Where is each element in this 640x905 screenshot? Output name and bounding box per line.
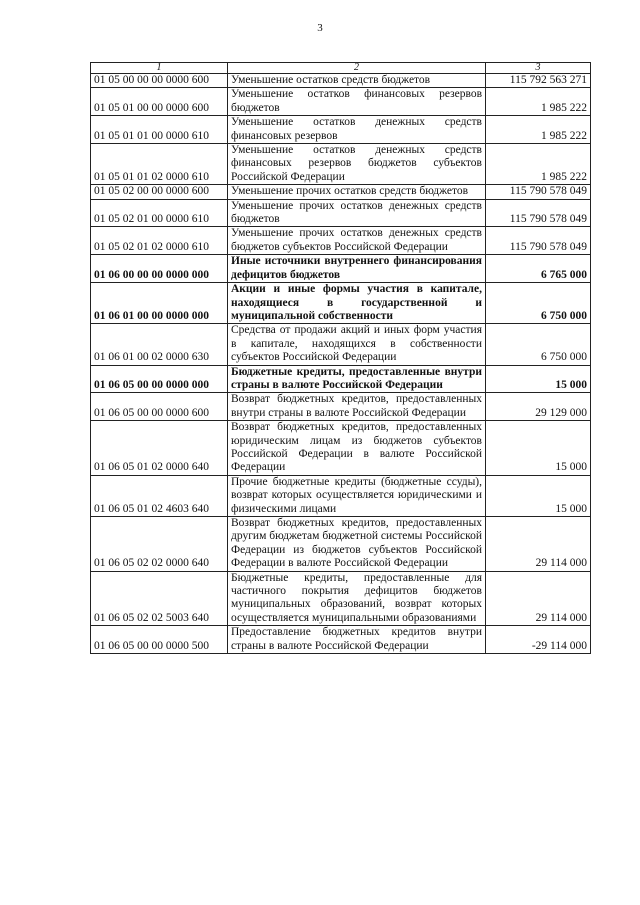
table-row xyxy=(91,199,591,227)
classification-code-cell: 01 05 02 01 00 0000 610 xyxy=(91,199,228,227)
amount-cell: 29 114 000 xyxy=(486,517,591,572)
table-row xyxy=(91,517,591,572)
table-row xyxy=(91,227,591,255)
amount-cell: -29 114 000 xyxy=(486,626,591,654)
table-row xyxy=(91,475,591,516)
amount-cell: 29 114 000 xyxy=(486,571,591,626)
table-row xyxy=(91,626,591,654)
column-number-3: 3 xyxy=(486,63,591,74)
amount-cell: 1 985 222 xyxy=(486,144,591,185)
classification-code-cell: 01 06 05 02 02 5003 640 xyxy=(91,571,228,626)
amount-cell: 115 790 578 049 xyxy=(486,227,591,255)
table-header-row xyxy=(91,63,591,74)
table-row xyxy=(91,74,591,88)
classification-code-cell: 01 05 01 00 00 0000 600 xyxy=(91,88,228,116)
amount-cell: 1 985 222 xyxy=(486,116,591,144)
classification-code-cell: 01 06 01 00 02 0000 630 xyxy=(91,324,228,365)
page-number: 3 xyxy=(317,22,323,34)
amount-cell: 1 985 222 xyxy=(486,88,591,116)
amount-cell: 6 765 000 xyxy=(486,255,591,283)
column-number-2: 2 xyxy=(228,63,486,74)
amount-cell: 115 792 563 271 xyxy=(486,74,591,88)
classification-code-cell: 01 06 00 00 00 0000 000 xyxy=(91,255,228,283)
item-name-cell: Бюджетные кредиты, предоставленные для частичного покрытия дефицитов бюджетов муниципальных образований, возврат которых осуществляется муниципальными образованиями xyxy=(228,571,486,626)
amount-cell: 15 000 xyxy=(486,365,591,393)
item-name-cell: Уменьшение остатков денежных средств финансовых резервов бюджетов субъектов Российской Федерации xyxy=(228,144,486,185)
amount-cell: 29 129 000 xyxy=(486,393,591,421)
table-row xyxy=(91,255,591,283)
table-row xyxy=(91,88,591,116)
table-row xyxy=(91,144,591,185)
table-row xyxy=(91,365,591,393)
classification-code-cell: 01 05 01 01 02 0000 610 xyxy=(91,144,228,185)
item-name-cell: Уменьшение остатков средств бюджетов xyxy=(228,74,486,88)
classification-code-cell: 01 05 01 01 00 0000 610 xyxy=(91,116,228,144)
amount-cell: 6 750 000 xyxy=(486,283,591,324)
item-name-cell: Возврат бюджетных кредитов, предоставленных внутри страны в валюте Российской Федерации xyxy=(228,393,486,421)
amount-cell: 15 000 xyxy=(486,421,591,476)
table-row xyxy=(91,283,591,324)
classification-code-cell: 01 06 05 01 02 4603 640 xyxy=(91,475,228,516)
amount-cell: 115 790 578 049 xyxy=(486,185,591,199)
amount-cell: 15 000 xyxy=(486,475,591,516)
item-name-cell: Возврат бюджетных кредитов, предоставленных юридическим лицам из бюджетов субъектов Российской Федерации в валюте Российской Федерации xyxy=(228,421,486,476)
classification-code-cell: 01 06 05 00 00 0000 000 xyxy=(91,365,228,393)
classification-code-cell: 01 06 05 01 02 0000 640 xyxy=(91,421,228,476)
classification-code-cell: 01 06 05 00 00 0000 500 xyxy=(91,626,228,654)
column-number-1: 1 xyxy=(91,63,228,74)
item-name-cell: Бюджетные кредиты, предоставленные внутри страны в валюте Российской Федерации xyxy=(228,365,486,393)
item-name-cell: Акции и иные формы участия в капитале, находящиеся в государственной и муниципальной собственности xyxy=(228,283,486,324)
table-row xyxy=(91,324,591,365)
item-name-cell: Уменьшение прочих остатков денежных средств бюджетов субъектов Российской Федерации xyxy=(228,227,486,255)
item-name-cell: Уменьшение прочих остатков денежных средств бюджетов xyxy=(228,199,486,227)
item-name-cell: Уменьшение прочих остатков средств бюджетов xyxy=(228,185,486,199)
classification-code-cell: 01 05 00 00 00 0000 600 xyxy=(91,74,228,88)
item-name-cell: Предоставление бюджетных кредитов внутри страны в валюте Российской Федерации xyxy=(228,626,486,654)
table-row xyxy=(91,116,591,144)
item-name-cell: Иные источники внутреннего финансирования дефицитов бюджетов xyxy=(228,255,486,283)
classification-code-cell: 01 06 05 00 00 0000 600 xyxy=(91,393,228,421)
table-row xyxy=(91,421,591,476)
item-name-cell: Средства от продажи акций и иных форм участия в капитале, находящихся в собственности субъектов Российской Федерации xyxy=(228,324,486,365)
classification-code-cell: 01 05 02 00 00 0000 600 xyxy=(91,185,228,199)
classification-code-cell: 01 06 01 00 00 0000 000 xyxy=(91,283,228,324)
item-name-cell: Прочие бюджетные кредиты (бюджетные ссуды), возврат которых осуществляется юридическими и физическими лицами xyxy=(228,475,486,516)
item-name-cell: Уменьшение остатков финансовых резервов бюджетов xyxy=(228,88,486,116)
table-row xyxy=(91,571,591,626)
budget-sources-table xyxy=(90,62,591,654)
classification-code-cell: 01 05 02 01 02 0000 610 xyxy=(91,227,228,255)
classification-code-cell: 01 06 05 02 02 0000 640 xyxy=(91,517,228,572)
amount-cell: 115 790 578 049 xyxy=(486,199,591,227)
table-row xyxy=(91,393,591,421)
amount-cell: 6 750 000 xyxy=(486,324,591,365)
item-name-cell: Возврат бюджетных кредитов, предоставленных другим бюджетам бюджетной системы Российской Федерации из бюджетов субъектов Российской Федерации в валюте Российской Федерации xyxy=(228,517,486,572)
table-row xyxy=(91,185,591,199)
item-name-cell: Уменьшение остатков денежных средств финансовых резервов xyxy=(228,116,486,144)
